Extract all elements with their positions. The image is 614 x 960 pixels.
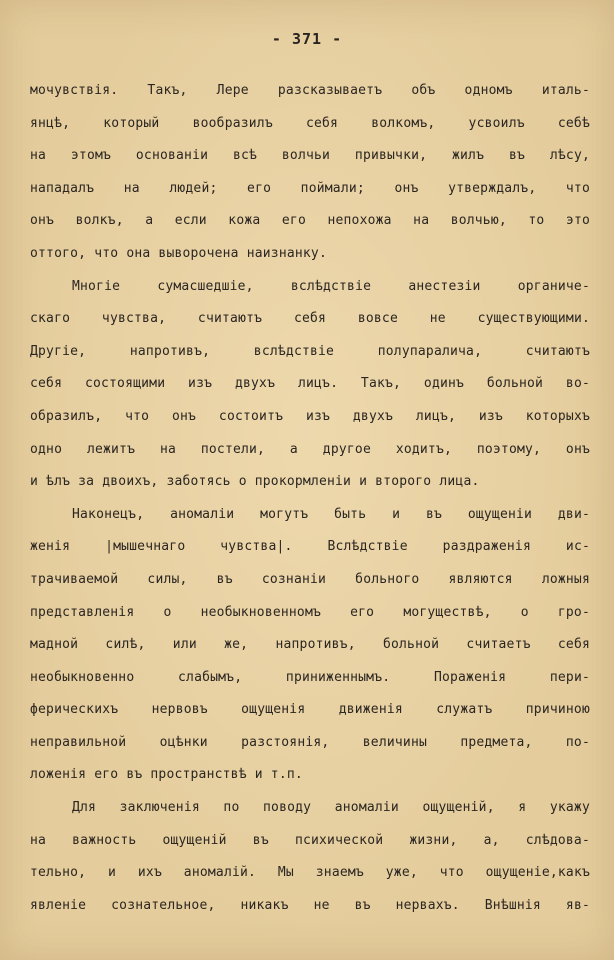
text-line: трачиваемой силы, въ сознаніи больного являются ложныя	[30, 571, 590, 587]
text-line: тельно, и ихъ аномалій. Мы знаемъ уже, что ощущеніе,какъ	[30, 865, 590, 881]
text-line: онъ волкъ, а если кожа его непохожа на волчью, то это	[30, 213, 590, 229]
page-number: - 371 -	[271, 30, 343, 48]
text-line: себя состоящими изъ двухъ лицъ. Такъ, одинъ больной во-	[30, 376, 590, 392]
text-line: одно лежитъ на постели, а другое ходитъ, поэтому, онъ	[30, 441, 590, 457]
text-line: необыкновенно слабымъ, приниженнымъ. Пораженія пери-	[30, 669, 590, 685]
text-line: и ѣлъ за двоихъ, заботясь о прокормленіи и второго лица.	[30, 474, 480, 490]
text-line: женія |мышечнаго чувства|. Вслѣдствіе раздраженія ис-	[30, 539, 590, 555]
text-line: ложенія его въ пространствѣ и т.п.	[30, 767, 303, 783]
text-line: мочувствія. Такъ, Лере разсказываетъ объ одномъ италь-	[30, 83, 590, 98]
text-line: ферическихъ нервовъ ощущенія движенія служатъ причиною	[30, 702, 590, 718]
text-line: представленія о необыкновенномъ его могуществѣ, о гро-	[30, 604, 590, 620]
text-line: на важность ощущеній въ психической жизни, а, слѣдова-	[30, 832, 590, 848]
text-line: мадной силѣ, или же, напротивъ, больной считаетъ себя	[30, 637, 590, 653]
text-line: Другіе, напротивъ, вслѣдствіе полупаралича, считаютъ	[30, 343, 590, 359]
text-line: образилъ, что онъ состоитъ изъ двухъ лицъ, изъ которыхъ	[30, 408, 590, 424]
paragraph	[30, 499, 590, 792]
text-line: янцѣ, который вообразилъ себя волкомъ, усвоилъ себѣ	[30, 115, 590, 131]
text-line: скаго чувства, считаютъ себя вовсе не существующими.	[30, 311, 590, 327]
text-line: на этомъ основаніи всѣ волчьи привычки, жилъ въ лѣсу,	[30, 148, 590, 164]
body-text	[30, 75, 590, 922]
text-line: Наконецъ, аномаліи могутъ быть и въ ощущеніи дви-	[72, 506, 590, 522]
paragraph	[30, 75, 590, 271]
text-line: Многіе сумасшедшіе, вслѣдствіе анестезіи органиче-	[72, 278, 590, 294]
text-line: нападалъ на людей; его поймали; онъ утверждалъ, что	[30, 180, 590, 196]
text-line: Для заключенія по поводу аномаліи ощущеній, я укажу	[72, 800, 590, 816]
text-line: оттого, что она выворочена наизнанку.	[30, 245, 327, 261]
text-line: явленіе сознательное, никакъ не въ нервахъ. Внѣшнія яв-	[30, 897, 590, 913]
paragraph	[30, 271, 590, 499]
paragraph	[30, 792, 590, 922]
text-line: неправильной оцѣнки разстоянія, величины предмета, по-	[30, 734, 590, 750]
